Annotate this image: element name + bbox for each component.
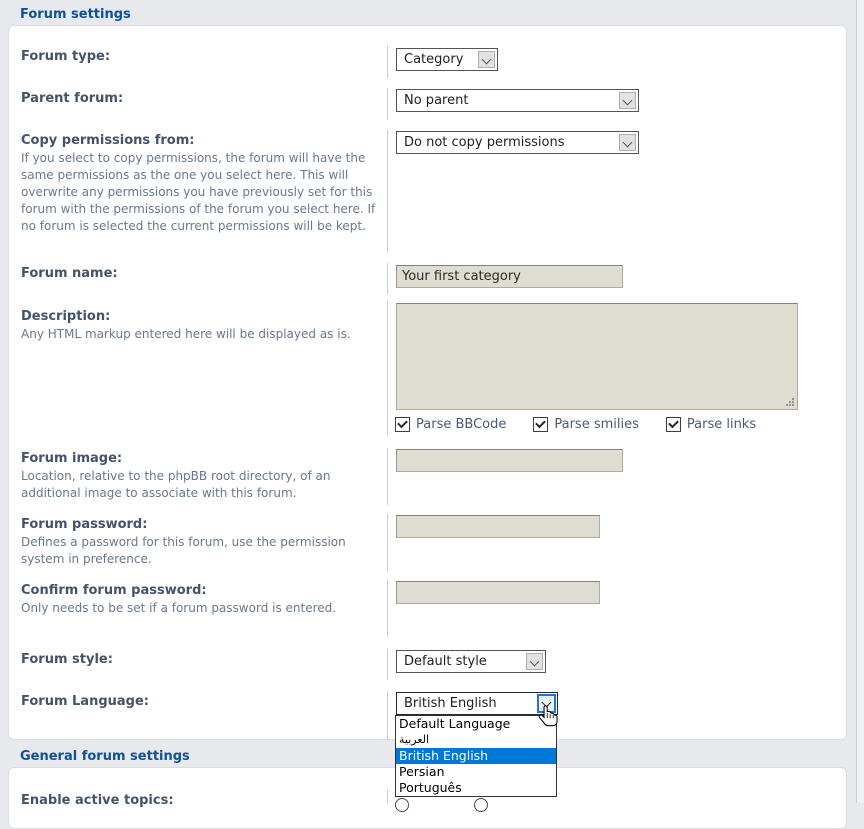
- enable-active-topics-label: Enable active topics:: [21, 793, 174, 808]
- section-legend-general-forum-settings: General forum settings: [20, 749, 190, 764]
- description-label: Description:: [21, 309, 111, 324]
- parse-links-label: Parse links: [686, 417, 757, 432]
- radio-button[interactable]: [474, 798, 488, 812]
- copy-permissions-label: Copy permissions from:: [21, 133, 195, 148]
- confirm-password-label: Confirm forum password:: [21, 583, 207, 598]
- forum-style-selected-value: Default style: [404, 654, 487, 669]
- forum-password-explain: Defines a password for this forum, use the permission system in preference.: [21, 535, 346, 566]
- forum-style-select[interactable]: [396, 650, 546, 673]
- confirm-password-input[interactable]: [396, 581, 600, 604]
- copy-permissions-select[interactable]: [396, 131, 639, 154]
- option-persian[interactable]: Persian: [399, 764, 445, 779]
- forum-language-select[interactable]: [396, 692, 558, 715]
- forum-name-label: Forum name:: [21, 266, 118, 281]
- chevron-down-icon[interactable]: [526, 653, 543, 670]
- parent-forum-selected-value: No parent: [404, 93, 469, 108]
- resize-grip-icon[interactable]: [785, 397, 795, 407]
- enable-active-topics-options-clipped: [387, 798, 493, 815]
- forum-image-input[interactable]: [396, 449, 623, 472]
- chevron-down-icon[interactable]: [619, 92, 636, 109]
- scrollbar-track[interactable]: [856, 0, 864, 803]
- checkmark-icon: [536, 418, 547, 429]
- copy-permissions-explain: If you select to copy permissions, the forum will have the same permissions as the one you select here. This will overwrite any permissions you have previously set for this forum with the permissions of the forum you select here. If no forum is selected the current permissions will be kept.: [21, 151, 376, 233]
- forum-image-label: Forum image:: [21, 451, 123, 466]
- forum-language-selected-value: British English: [404, 696, 497, 711]
- chevron-down-icon[interactable]: [478, 51, 495, 68]
- forum-language-label: Forum Language:: [21, 694, 149, 709]
- forum-style-label: Forum style:: [21, 652, 113, 667]
- parse-bbcode-checkbox[interactable]: [395, 417, 410, 432]
- parse-smilies-checkbox[interactable]: [533, 417, 548, 432]
- confirm-password-explain: Only needs to be set if a forum password is entered.: [21, 601, 337, 615]
- parent-forum-select[interactable]: [396, 89, 639, 112]
- parse-smilies-label: Parse smilies: [554, 417, 639, 432]
- parent-forum-label: Parent forum:: [21, 91, 124, 106]
- section-legend-forum-settings: Forum settings: [20, 7, 131, 22]
- forum-type-selected-value: Category: [404, 52, 464, 67]
- parse-links-checkbox[interactable]: [666, 417, 681, 432]
- forum-password-input[interactable]: [396, 515, 600, 538]
- forum-language-option-list: [395, 715, 557, 797]
- forum-type-label: Forum type:: [21, 49, 111, 64]
- parse-bbcode-label: Parse BBCode: [416, 417, 507, 432]
- forum-name-input[interactable]: [396, 265, 623, 288]
- mouse-cursor-pointer-icon: [537, 703, 561, 729]
- chevron-down-icon[interactable]: [619, 134, 636, 151]
- option-arabic[interactable]: العربية: [399, 733, 430, 746]
- forum-image-explain: Location, relative to the phpBB root directory, of an additional image to associate with this forum.: [21, 469, 331, 500]
- forum-type-select[interactable]: [396, 48, 498, 71]
- option-british-english[interactable]: British English: [396, 748, 556, 764]
- copy-permissions-selected-value: Do not copy permissions: [404, 135, 565, 150]
- description-explain: Any HTML markup entered here will be displayed as is.: [21, 327, 351, 341]
- option-default-language[interactable]: Default Language: [399, 716, 511, 731]
- forum-password-label: Forum password:: [21, 517, 148, 532]
- checkmark-icon: [397, 418, 408, 429]
- checkmark-icon: [668, 418, 679, 429]
- option-portugues[interactable]: Português: [399, 780, 462, 795]
- parse-options-row: [395, 417, 783, 432]
- description-textarea[interactable]: [396, 303, 798, 410]
- radio-button[interactable]: [395, 798, 409, 812]
